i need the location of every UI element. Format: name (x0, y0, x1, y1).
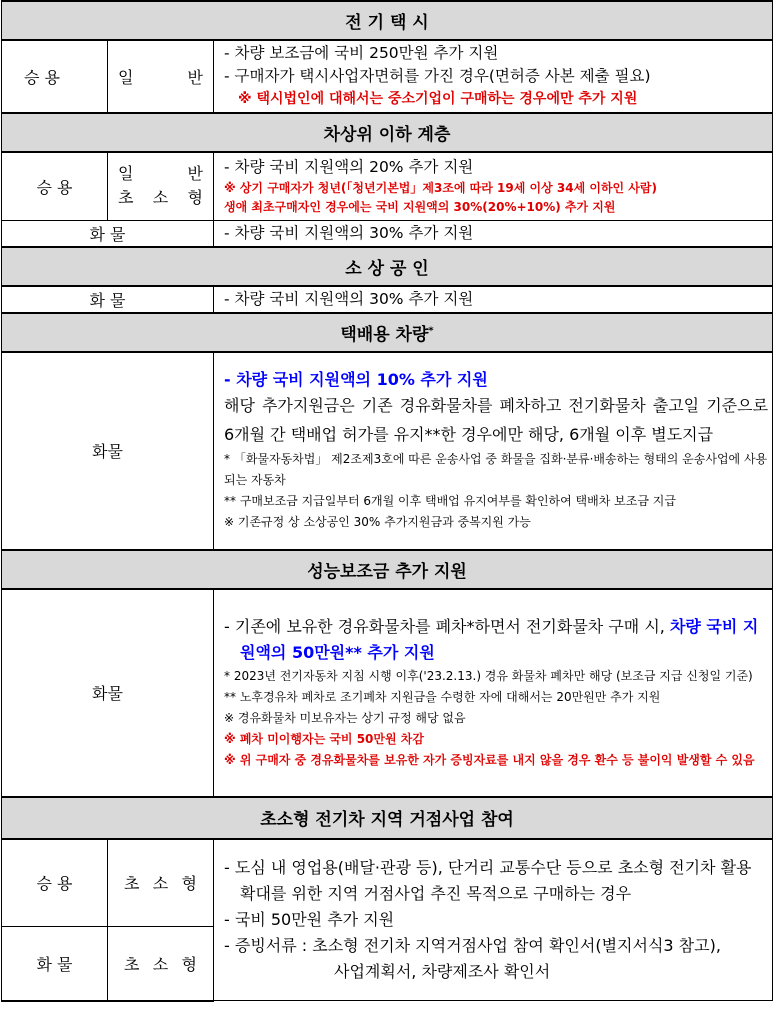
support-note: 생애 최초구매자인 경우에는 국비 지원액의 30%(20%+10%) 추가 지원 (224, 199, 616, 214)
category-cargo: 화물 (2, 352, 214, 550)
support-detail (214, 352, 773, 550)
footnote: ** 구매보조금 지급일부터 6개월 이후 택배업 유지여부를 확인하여 택배차 보조금 지급 (224, 494, 676, 508)
support-item: - 도심 내 영업용(배달·관광 등), 단거리 교통수단 등으로 초소형 전기차 활용 확대를 위한 지역 거점사업 추진 목적으로 구매하는 경우 (224, 857, 752, 903)
section-title-delivery-vehicle (2, 313, 773, 352)
support-item-cont: 사업계획서, 차량제조사 확인서 (334, 961, 551, 981)
support-lead-highlight: 차량 국비 지원액의 50만원** 추가 지원 (240, 617, 759, 662)
sub-char: 형 (181, 954, 197, 974)
section-title-ultracompact-hub: 초소형 전기차 지역 거점사업 참여 (2, 797, 773, 839)
sub-char: 형 (181, 874, 197, 894)
sub-char: 일 (118, 164, 134, 184)
footnote: ※ 경유화물차 미보유자는 상기 규정 해당 없음 (224, 711, 466, 725)
support-item: - 차량 국비 지원액의 30% 추가 지원 (214, 220, 773, 247)
sub-char: 초 (118, 188, 134, 208)
footnote: * 2023년 전기자동차 지침 시행 이후('23.2.13.) 경유 화물차 폐차만 해당 (보조금 지급 신청일 기준) (224, 669, 753, 683)
subcategory-ultracompact (108, 839, 214, 927)
sub-char: 반 (187, 68, 203, 87)
subcategory-general-ultracompact (108, 152, 214, 220)
support-detail (214, 152, 773, 220)
section-title-small-business: 소 상 공 인 (2, 247, 773, 286)
support-detail (214, 40, 773, 113)
category-cargo: 화 물 (2, 220, 214, 247)
category-passenger: 승 용 (2, 839, 108, 927)
sub-char: 형 (187, 188, 203, 208)
sub-char: 초 (124, 954, 140, 974)
support-body: 해당 추가지원금은 기존 경유화물차를 폐차하고 전기화물차 출고일 기준으로 6개월 간 택배업 허가를 유지**한 경우에만 해당, 6개월 이후 별도지급 (224, 396, 769, 444)
category-label: 승 용 (24, 68, 60, 87)
support-item: - 구매자가 택시사업자면허를 가진 경우(면허증 사본 제출 필요) (224, 67, 651, 85)
footnote: ※ 기존규정 상 소상공인 30% 추가지원금과 중복지원 가능 (224, 515, 531, 529)
support-lead: - 기존에 보유한 경유화물차를 폐차*하면서 전기화물차 구매 시, (224, 617, 670, 636)
support-item: - 차량 국비 지원액의 20% 추가 지원 (224, 157, 474, 176)
warning-note: ※ 폐차 미이행자는 국비 50만원 차감 (224, 732, 424, 746)
category-cargo: 화물 (2, 589, 214, 797)
category-passenger (2, 152, 108, 220)
section-title-text: 택배용 차량 (340, 324, 429, 345)
support-item: - 차량 국비 지원액의 30% 추가 지원 (214, 286, 773, 313)
section-title-electric-taxi: 전 기 택 시 (2, 1, 773, 40)
warning-note: ※ 위 구매자 중 경유화물차를 보유한 자가 증빙자료를 내지 않을 경우 환수 등 불이익 발생할 수 있음 (224, 753, 755, 767)
footnote: * 「화물자동차법」 제2조제3호에 따른 운송사업 중 화물을 집화·분류·배송하는 형태의 운송사업에 사용되는 자동차 (224, 452, 768, 487)
support-detail (214, 589, 773, 797)
section-title-low-income: 차상위 이하 계층 (2, 113, 773, 152)
support-note: ※ 택시법인에 대해서는 중소기업이 구매하는 경우에만 추가 지원 (238, 91, 638, 107)
support-item: - 차량 보조금에 국비 250만원 추가 지원 (224, 44, 499, 62)
category-label: 승 용 (36, 177, 73, 197)
sub-char: 일 (118, 68, 134, 87)
support-detail (214, 839, 773, 1001)
support-note: ※ 상기 구매자가 청년(「청년기본법」제3조에 따라 19세 이상 34세 이하인 사람) (224, 180, 657, 195)
footnote-mark: * (428, 324, 434, 336)
category-cargo: 화 물 (2, 927, 108, 1001)
subcategory-ultracompact (108, 927, 214, 1001)
sub-char: 소 (152, 188, 169, 208)
sub-char: 초 (124, 874, 140, 894)
subsidy-table (1, 0, 773, 1002)
footnote: ** 노후경유차 폐차로 조기폐차 지원금을 수령한 자에 대해서는 20만원만 추가 지원 (224, 690, 661, 704)
support-item: - 국비 50만원 추가 지원 (224, 909, 395, 929)
sub-char: 반 (187, 164, 203, 184)
sub-char: 소 (152, 954, 169, 974)
support-lead: - 차량 국비 지원액의 10% 추가 지원 (224, 370, 488, 389)
category-cargo: 화 물 (2, 286, 214, 313)
subcategory-general (108, 40, 214, 113)
support-item: - 증빙서류 : 초소형 전기차 지역거점사업 참여 확인서(별지서식3 참고), (224, 935, 721, 955)
section-title-performance-subsidy: 성능보조금 추가 지원 (2, 550, 773, 589)
sub-char: 소 (152, 874, 169, 894)
category-passenger (2, 40, 108, 113)
